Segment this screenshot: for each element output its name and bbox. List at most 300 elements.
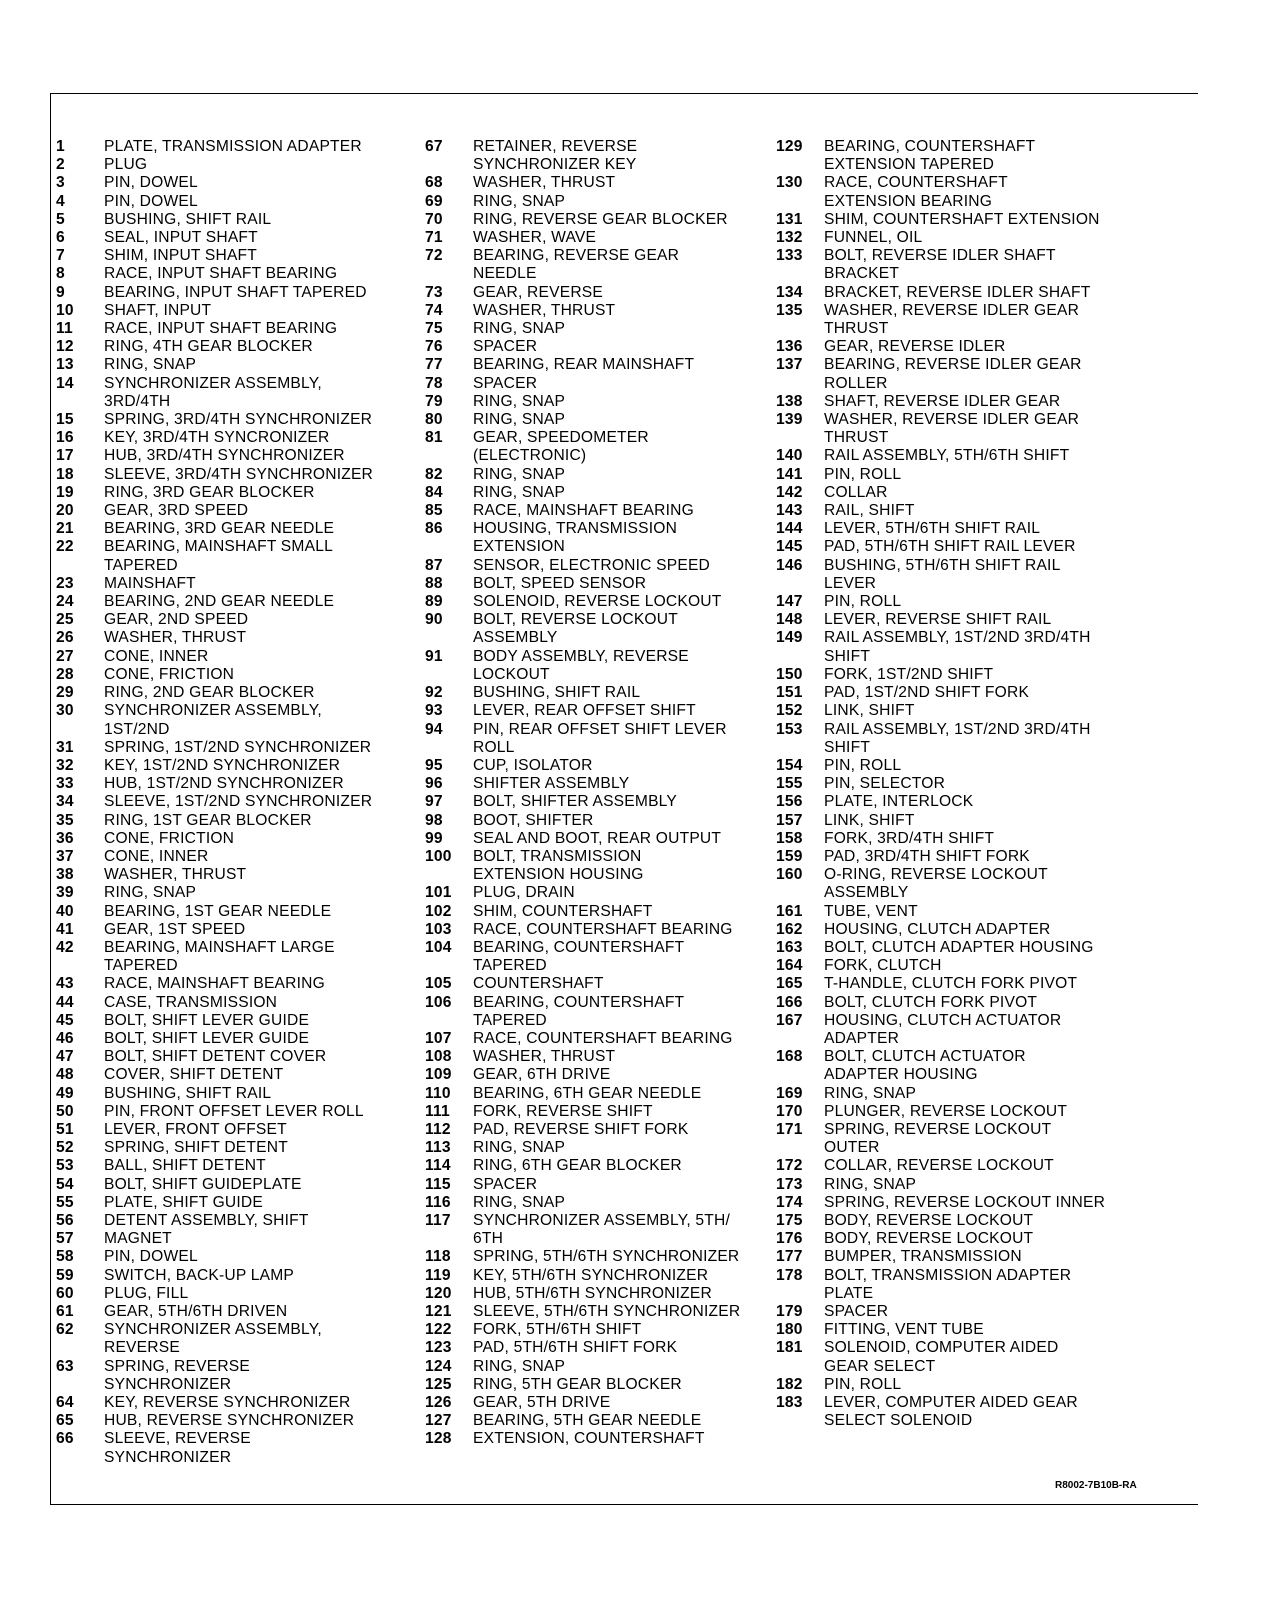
legend-item-description: WASHER, THRUST: [104, 629, 247, 647]
legend-item: [425, 1248, 790, 1266]
legend-item-description: RACE, MAINSHAFT BEARING: [473, 502, 694, 520]
legend-item: [56, 211, 416, 229]
legend-item-description: SOLENOID, COMPUTER AIDED GEAR SELECT: [824, 1339, 1059, 1375]
legend-item-number: 113: [425, 1139, 451, 1157]
legend-item-number: 183: [776, 1394, 803, 1412]
legend-item-number: 150: [776, 665, 803, 683]
legend-item-description: BUSHING, SHIFT RAIL: [104, 1084, 272, 1102]
legend-item: [425, 848, 790, 884]
legend-item-number: 74: [425, 301, 443, 319]
legend-item-number: 141: [776, 465, 803, 483]
legend-item-description: PIN, FRONT OFFSET LEVER ROLL: [104, 1102, 364, 1120]
legend-item-description: BOLT, TRANSMISSION ADAPTER PLATE: [824, 1266, 1072, 1302]
legend-item-number: 182: [776, 1375, 803, 1393]
legend-item: [776, 957, 1156, 975]
legend-item-number: 78: [425, 374, 443, 392]
legend-item: [425, 338, 790, 356]
legend-item: [56, 229, 416, 247]
legend-item-description: WASHER, REVERSE IDLER GEAR THRUST: [824, 411, 1080, 447]
legend-item: [56, 1194, 416, 1212]
legend-item-description: COLLAR, REVERSE LOCKOUT: [824, 1157, 1054, 1175]
legend-item-number: 17: [56, 447, 74, 465]
legend-item-number: 37: [56, 847, 74, 865]
legend-item-description: SEAL, INPUT SHAFT: [104, 229, 258, 247]
legend-item: [425, 1194, 790, 1212]
legend-item-number: 146: [776, 556, 803, 574]
legend-item: [56, 1085, 416, 1103]
legend-item-number: 121: [425, 1303, 452, 1320]
legend-item-number: 153: [776, 720, 803, 738]
legend-item-number: 2: [56, 156, 65, 174]
legend-item: [425, 1285, 790, 1303]
legend-item-number: 22: [56, 538, 74, 556]
legend-item-number: 73: [425, 283, 443, 301]
legend-item: [56, 1066, 416, 1084]
legend-item: [776, 921, 1156, 939]
legend-item-number: 35: [56, 811, 74, 829]
legend-item-number: 171: [776, 1120, 803, 1138]
legend-item-description: O-RING, REVERSE LOCKOUT ASSEMBLY: [824, 866, 1048, 902]
legend-item: [776, 702, 1156, 720]
legend-item-description: CASE, TRANSMISSION: [104, 993, 278, 1011]
legend-item-description: LEVER, 5TH/6TH SHIFT RAIL: [824, 520, 1041, 538]
legend-item-number: 180: [776, 1321, 803, 1339]
legend-item-number: 149: [776, 629, 803, 647]
legend-item-description: PIN, ROLL: [824, 1375, 902, 1393]
legend-item-description: SPRING, REVERSE LOCKOUT OUTER: [824, 1120, 1052, 1157]
legend-item: [56, 338, 416, 356]
legend-item: [776, 848, 1156, 866]
legend-item: [776, 775, 1156, 793]
legend-item-number: 98: [425, 811, 443, 829]
legend-item: [56, 812, 416, 830]
legend-item: [56, 1012, 416, 1030]
legend-item-number: 24: [56, 593, 74, 611]
legend-item-description: KEY, 1ST/2ND SYNCHRONIZER: [104, 756, 341, 774]
legend-item-description: PLUG, FILL: [104, 1284, 189, 1302]
legend-item: [56, 1267, 416, 1285]
legend-item-number: 51: [56, 1120, 74, 1138]
legend-item-number: 123: [425, 1339, 452, 1357]
legend-item-description: RAIL ASSEMBLY, 5TH/6TH SHIFT: [824, 447, 1070, 465]
legend-item-description: GEAR, REVERSE IDLER: [824, 338, 1006, 356]
legend-item-description: SPRING, 1ST/2ND SYNCHRONIZER: [104, 738, 372, 756]
legend-item: [56, 520, 416, 538]
legend-item-description: CONE, INNER: [104, 847, 209, 865]
legend-item: [776, 975, 1156, 993]
legend-item: [56, 1048, 416, 1066]
legend-item-description: RING, 2ND GEAR BLOCKER: [104, 684, 315, 702]
legend-item-number: 168: [776, 1048, 803, 1066]
legend-item-number: 124: [425, 1357, 452, 1375]
legend-item-description: CONE, INNER: [104, 647, 209, 665]
legend-item-description: PIN, DOWEL: [104, 192, 198, 210]
legend-item-number: 10: [56, 301, 74, 319]
legend-item: [776, 302, 1156, 338]
legend-item-description: GEAR, 5TH/6TH DRIVEN: [104, 1303, 288, 1320]
legend-item-description: PAD, 3RD/4TH SHIFT FORK: [824, 847, 1030, 865]
legend-item: [56, 1121, 416, 1139]
legend-item-number: 91: [425, 647, 443, 665]
legend-item-number: 139: [776, 411, 803, 429]
legend-item: [56, 702, 416, 738]
legend-item-number: 127: [425, 1412, 452, 1430]
legend-item: [776, 1012, 1156, 1048]
legend-item: [776, 1321, 1156, 1339]
legend-item-description: RING, SNAP: [104, 884, 197, 902]
legend-item-number: 106: [425, 993, 452, 1011]
legend-item-description: WASHER, THRUST: [473, 1048, 616, 1066]
legend-item: [776, 1339, 1156, 1375]
legend-item-description: PLATE, SHIFT GUIDE: [104, 1193, 263, 1211]
legend-item-description: PLUG, DRAIN: [473, 884, 575, 902]
legend-item: [425, 1267, 790, 1285]
legend-item-description: PLATE, TRANSMISSION ADAPTER: [104, 138, 362, 155]
legend-item: [776, 502, 1156, 520]
legend-item-number: 130: [776, 174, 803, 192]
legend-item-description: LEVER, REVERSE SHIFT RAIL: [824, 611, 1052, 629]
legend-item-number: 11: [56, 320, 73, 338]
legend-item-number: 103: [425, 920, 452, 938]
legend-item: [425, 1321, 790, 1339]
legend-item-description: DETENT ASSEMBLY, SHIFT: [104, 1211, 309, 1229]
legend-item-number: 164: [776, 957, 803, 975]
legend-item-number: 108: [425, 1048, 452, 1066]
legend-item-number: 18: [56, 465, 74, 483]
legend-item: [776, 939, 1156, 957]
legend-item-number: 86: [425, 520, 443, 538]
legend-item: [425, 575, 790, 593]
legend-item-number: 94: [425, 720, 443, 738]
legend-item-number: 158: [776, 829, 803, 847]
legend-item: [56, 629, 416, 647]
legend-item: [425, 903, 790, 921]
legend-item-number: 157: [776, 811, 803, 829]
legend-item-description: CUP, ISOLATOR: [473, 756, 593, 774]
legend-item-number: 69: [425, 192, 443, 210]
legend-item: [56, 1139, 416, 1157]
legend-item-number: 148: [776, 611, 803, 629]
legend-item-number: 101: [425, 884, 452, 902]
legend-item: [425, 1066, 790, 1084]
legend-item-description: RAIL ASSEMBLY, 1ST/2ND 3RD/4TH SHIFT: [824, 720, 1091, 756]
legend-item: [776, 593, 1156, 611]
legend-item-description: BEARING, MAINSHAFT SMALL TAPERED: [104, 538, 333, 574]
legend-item-description: PIN, ROLL: [824, 756, 902, 774]
legend-item-number: 72: [425, 247, 443, 265]
legend-item-number: 59: [56, 1266, 74, 1284]
legend-item: [56, 156, 416, 174]
legend-item: [425, 1103, 790, 1121]
legend-item-number: 8: [56, 265, 65, 283]
legend-item-description: SHAFT, REVERSE IDLER GEAR: [824, 392, 1061, 410]
legend-item-number: 47: [56, 1048, 74, 1066]
legend-item-number: 23: [56, 574, 74, 592]
legend-item: [425, 284, 790, 302]
legend-item: [56, 1412, 416, 1430]
legend-item: [776, 1248, 1156, 1266]
legend-item-description: SHAFT, INPUT: [104, 301, 212, 319]
legend-item: [776, 211, 1156, 229]
legend-item: [776, 138, 1156, 174]
legend-item-description: RING, 6TH GEAR BLOCKER: [473, 1157, 682, 1175]
legend-item-number: 159: [776, 847, 803, 865]
legend-item-description: RING, SNAP: [473, 1193, 566, 1211]
legend-item: [425, 411, 790, 429]
legend-item: [425, 502, 790, 520]
legend-item: [776, 356, 1156, 392]
legend-item-description: COVER, SHIFT DETENT: [104, 1066, 284, 1084]
legend-item-description: SHIFTER ASSEMBLY: [473, 775, 630, 793]
legend-item-description: CONE, FRICTION: [104, 665, 235, 683]
legend-item-description: BOLT, TRANSMISSION EXTENSION HOUSING: [473, 847, 644, 884]
legend-item-number: 135: [776, 301, 803, 319]
legend-item-number: 116: [425, 1193, 451, 1211]
legend-item-number: 152: [776, 702, 803, 720]
legend-item: [776, 721, 1156, 757]
legend-item-description: KEY, 5TH/6TH SYNCHRONIZER: [473, 1266, 709, 1284]
legend-item-description: MAINSHAFT: [104, 574, 196, 592]
legend-item: [425, 721, 790, 757]
legend-item: [776, 284, 1156, 302]
legend-item: [776, 684, 1156, 702]
legend-item-description: RING, SNAP: [473, 411, 566, 429]
legend-item-number: 3: [56, 174, 65, 192]
legend-item-description: SHIM, COUNTERSHAFT: [473, 902, 653, 920]
legend-item-number: 67: [425, 138, 443, 155]
legend-item-number: 54: [56, 1175, 74, 1193]
legend-item-number: 134: [776, 283, 803, 301]
legend-item-description: RACE, COUNTERSHAFT BEARING: [473, 920, 733, 938]
legend-item-number: 120: [425, 1284, 452, 1302]
legend-item-description: SPACER: [473, 338, 538, 356]
legend-item: [56, 793, 416, 811]
legend-item-description: SPRING, REVERSE LOCKOUT INNER: [824, 1193, 1106, 1211]
legend-item-description: BOLT, SHIFT LEVER GUIDE: [104, 1029, 310, 1047]
legend-item: [425, 356, 790, 374]
legend-item: [425, 812, 790, 830]
legend-item-description: HOUSING, CLUTCH ADAPTER: [824, 920, 1051, 938]
legend-item: [425, 429, 790, 465]
legend-item-description: BOLT, CLUTCH ACTUATOR ADAPTER HOUSING: [824, 1048, 1026, 1084]
legend-item: [776, 229, 1156, 247]
legend-item-description: WASHER, THRUST: [104, 866, 247, 884]
legend-item-number: 102: [425, 902, 452, 920]
legend-item-description: FORK, REVERSE SHIFT: [473, 1102, 653, 1120]
legend-item-description: RING, 4TH GEAR BLOCKER: [104, 338, 313, 356]
legend-item-description: BOLT, SHIFT LEVER GUIDE: [104, 1011, 310, 1029]
legend-item: [425, 1157, 790, 1175]
legend-item: [776, 611, 1156, 629]
legend-item-number: 125: [425, 1375, 452, 1393]
legend-item: [425, 1394, 790, 1412]
legend-item: [56, 247, 416, 265]
legend-item-number: 112: [425, 1120, 451, 1138]
legend-item-description: LINK, SHIFT: [824, 702, 915, 720]
legend-item-description: SYNCHRONIZER ASSEMBLY, 1ST/2ND: [104, 702, 322, 738]
legend-item-description: RING, SNAP: [473, 192, 566, 210]
legend-item: [56, 484, 416, 502]
legend-item-number: 16: [56, 429, 74, 447]
legend-item-description: PIN, ROLL: [824, 465, 902, 483]
legend-item-description: BEARING, MAINSHAFT LARGE TAPERED: [104, 938, 335, 975]
legend-item-description: PLATE, INTERLOCK: [824, 793, 974, 811]
legend-item-number: 151: [776, 684, 803, 702]
legend-item: [425, 466, 790, 484]
legend-item-description: HOUSING, TRANSMISSION EXTENSION: [473, 520, 678, 556]
legend-item-description: RETAINER, REVERSE SYNCHRONIZER KEY: [473, 138, 638, 174]
legend-item: [56, 1303, 416, 1321]
legend-item-description: RING, SNAP: [824, 1084, 917, 1102]
legend-item-description: GEAR, REVERSE: [473, 283, 603, 301]
legend-item-number: 173: [776, 1175, 803, 1193]
legend-item-description: SHIM, INPUT SHAFT: [104, 247, 257, 265]
legend-item: [56, 1358, 416, 1394]
legend-column-3: [776, 138, 1156, 1430]
legend-item-number: 111: [425, 1102, 450, 1120]
legend-item: [56, 356, 416, 374]
legend-item-number: 115: [425, 1175, 451, 1193]
legend-item-description: BEARING, REVERSE IDLER GEAR ROLLER: [824, 356, 1082, 392]
legend-item: [425, 320, 790, 338]
legend-item: [56, 939, 416, 975]
legend-item: [425, 138, 790, 174]
legend-item: [56, 320, 416, 338]
legend-item: [776, 484, 1156, 502]
legend-item-number: 14: [56, 374, 74, 392]
legend-item-description: BUSHING, SHIFT RAIL: [473, 684, 641, 702]
legend-item-description: SPRING, 3RD/4TH SYNCHRONIZER: [104, 411, 373, 429]
legend-item-number: 176: [776, 1230, 803, 1248]
legend-item-description: SLEEVE, 1ST/2ND SYNCHRONIZER: [104, 793, 373, 811]
legend-item: [425, 793, 790, 811]
legend-item: [425, 648, 790, 684]
legend-item-number: 93: [425, 702, 443, 720]
legend-item-description: BEARING, 1ST GEAR NEEDLE: [104, 902, 332, 920]
legend-item-description: SYNCHRONIZER ASSEMBLY, REVERSE: [104, 1321, 322, 1357]
legend-item-description: BOLT, REVERSE IDLER SHAFT BRACKET: [824, 247, 1056, 283]
legend-item-description: SPRING, REVERSE SYNCHRONIZER: [104, 1357, 250, 1393]
legend-item: [56, 994, 416, 1012]
legend-item-number: 19: [56, 483, 74, 501]
legend-item: [776, 1212, 1156, 1230]
legend-item-number: 161: [776, 902, 803, 920]
legend-item-description: HOUSING, CLUTCH ACTUATOR ADAPTER: [824, 1011, 1062, 1047]
legend-item-number: 144: [776, 520, 803, 538]
legend-item-description: BOLT, SHIFTER ASSEMBLY: [473, 793, 677, 811]
legend-item: [425, 1412, 790, 1430]
legend-item-description: RACE, INPUT SHAFT BEARING: [104, 320, 338, 338]
legend-item-number: 63: [56, 1357, 74, 1375]
legend-item-number: 27: [56, 647, 74, 665]
legend-item-number: 46: [56, 1029, 74, 1047]
legend-item: [776, 1048, 1156, 1084]
legend-item: [425, 229, 790, 247]
legend-item-number: 87: [425, 556, 443, 574]
legend-item-description: LINK, SHIFT: [824, 811, 915, 829]
legend-column-2: [425, 138, 790, 1449]
legend-item: [425, 884, 790, 902]
legend-item: [425, 174, 790, 192]
legend-item: [776, 1376, 1156, 1394]
legend-item: [425, 702, 790, 720]
legend-item: [425, 921, 790, 939]
legend-item-description: BRACKET, REVERSE IDLER SHAFT: [824, 283, 1091, 301]
legend-item-number: 33: [56, 775, 74, 793]
legend-item: [776, 520, 1156, 538]
legend-item-description: SYNCHRONIZER ASSEMBLY, 5TH/ 6TH: [473, 1211, 730, 1248]
legend-item: [56, 903, 416, 921]
legend-item-number: 60: [56, 1284, 74, 1302]
legend-item-number: 64: [56, 1394, 74, 1412]
legend-item-number: 163: [776, 938, 803, 956]
legend-item-description: SPRING, 5TH/6TH SYNCHRONIZER: [473, 1248, 740, 1266]
legend-item-number: 68: [425, 174, 443, 192]
legend-item-number: 96: [425, 775, 443, 793]
legend-item-number: 117: [425, 1211, 451, 1229]
legend-item-description: SPACER: [473, 1175, 538, 1193]
legend-item-description: BEARING, 5TH GEAR NEEDLE: [473, 1412, 702, 1430]
legend-item-number: 177: [776, 1248, 803, 1266]
legend-item-number: 104: [425, 938, 452, 956]
legend-item-number: 48: [56, 1066, 74, 1084]
legend-item: [56, 884, 416, 902]
legend-item: [56, 411, 416, 429]
legend-item-number: 162: [776, 920, 803, 938]
legend-item-number: 29: [56, 684, 74, 702]
legend-column-1: [56, 138, 416, 1467]
legend-item-number: 172: [776, 1157, 803, 1175]
legend-item-description: EXTENSION, COUNTERSHAFT: [473, 1430, 705, 1448]
legend-item-number: 97: [425, 793, 443, 811]
legend-item-description: SYNCHRONIZER ASSEMBLY, 3RD/4TH: [104, 374, 322, 410]
legend-item-number: 56: [56, 1211, 74, 1229]
legend-item-number: 42: [56, 938, 74, 956]
legend-item-description: SPRING, SHIFT DETENT: [104, 1139, 288, 1157]
legend-item-description: HUB, 1ST/2ND SYNCHRONIZER: [104, 775, 344, 793]
legend-item-description: SEAL AND BOOT, REAR OUTPUT: [473, 829, 722, 847]
legend-item: [425, 193, 790, 211]
legend-item-number: 5: [56, 210, 65, 228]
legend-item-number: 129: [776, 138, 803, 155]
legend-item-description: WASHER, THRUST: [473, 174, 616, 192]
legend-item-description: LEVER, FRONT OFFSET: [104, 1120, 287, 1138]
legend-item-description: FITTING, VENT TUBE: [824, 1321, 984, 1339]
legend-item-description: BUMPER, TRANSMISSION: [824, 1248, 1022, 1266]
legend-item: [776, 538, 1156, 556]
legend-item: [56, 447, 416, 465]
legend-item: [776, 393, 1156, 411]
legend-item-description: SPACER: [824, 1303, 889, 1320]
legend-item-number: 9: [56, 283, 65, 301]
legend-item-description: RACE, COUNTERSHAFT EXTENSION BEARING: [824, 174, 1008, 210]
legend-item-description: BODY ASSEMBLY, REVERSE LOCKOUT: [473, 647, 689, 683]
legend-item-description: GEAR, 6TH DRIVE: [473, 1066, 611, 1084]
legend-item-number: 169: [776, 1084, 803, 1102]
legend-item: [425, 393, 790, 411]
legend-item-description: PAD, 5TH/6TH SHIFT RAIL LEVER: [824, 538, 1076, 556]
legend-item-number: 89: [425, 593, 443, 611]
legend-item-description: GEAR, SPEEDOMETER (ELECTRONIC): [473, 429, 649, 465]
legend-item: [56, 174, 416, 192]
legend-item-description: FUNNEL, OIL: [824, 229, 923, 247]
legend-item-description: BEARING, REAR MAINSHAFT: [473, 356, 695, 374]
legend-item-number: 41: [56, 920, 74, 938]
legend-item-number: 165: [776, 975, 803, 993]
legend-item-description: FORK, 5TH/6TH SHIFT: [473, 1321, 642, 1339]
legend-item: [425, 1121, 790, 1139]
legend-item: [776, 1394, 1156, 1430]
